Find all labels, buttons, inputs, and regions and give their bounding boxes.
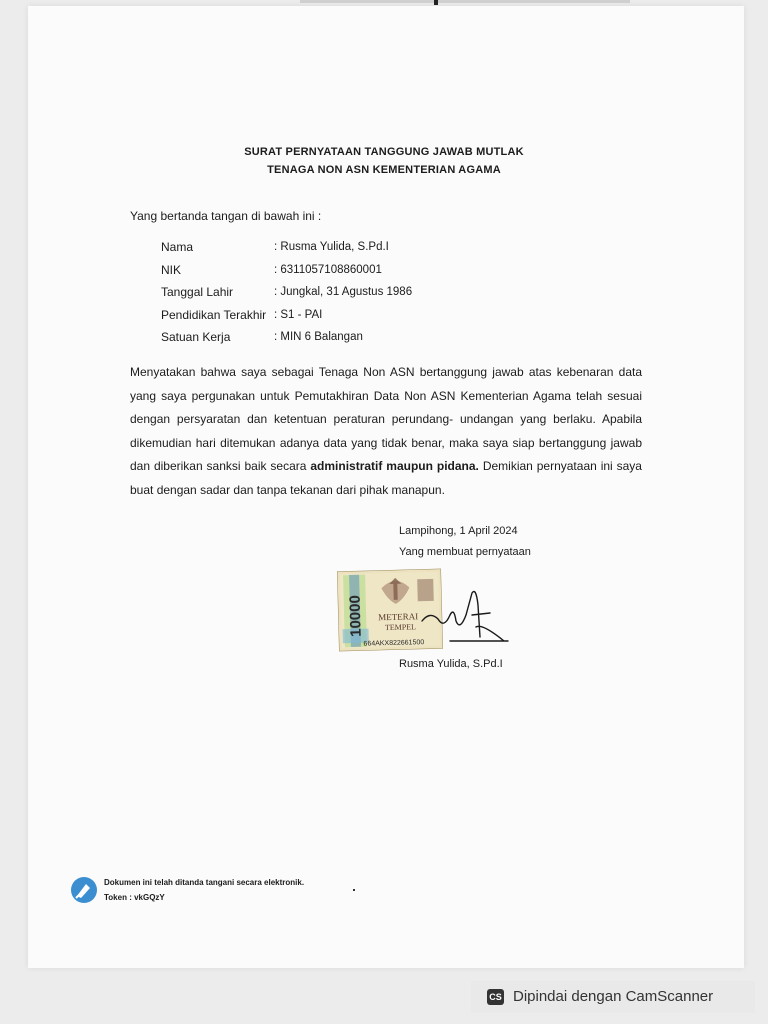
camscanner-label: Dipindai dengan CamScanner	[513, 988, 714, 1005]
field-label: Nama	[161, 240, 194, 254]
handwritten-signature	[420, 585, 510, 645]
field-label: Pendidikan Terakhir	[161, 307, 267, 322]
e-signature-icon	[70, 876, 98, 904]
camscanner-icon: CS	[487, 989, 504, 1005]
document-title-line1: SURAT PERNYATAAN TANGGUNG JAWAB MUTLAK	[244, 146, 524, 158]
place-date: Lampihong, 1 April 2024	[399, 525, 518, 537]
intro-text: Yang bertanda tangan di bawah ini :	[130, 209, 322, 223]
field-label: Satuan Kerja	[161, 330, 231, 344]
field-value: : S1 - PAI	[274, 308, 323, 321]
document-title-line2: TENAGA NON ASN KEMENTERIAN AGAMA	[267, 164, 501, 176]
statement-text: Menyatakan bahwa saya sebagai Tenaga Non ASN bertanggung jawab atas kebenaran data yang saya pergunakan untuk Pemutakhiran Data Non ASN Kementerian Agama telah sesuai dengan persyaratan dan ketentuan peraturan perundang- undangan yang berlaku. Apabila dikemudian hari ditemukan adanya data yang tidak benar, maka saya siap bertanggung jawab dan diberikan sanksi baik secara	[130, 365, 642, 473]
field-value: : 6311057108860001	[274, 263, 382, 276]
statement-paragraph	[130, 361, 642, 502]
statement-emphasis: administratif maupun pidana.	[310, 459, 479, 473]
field-value: : MIN 6 Balangan	[274, 331, 363, 343]
stamp-line1: METERAI	[378, 611, 419, 623]
stamp-value: 10000	[346, 594, 365, 638]
stamp-serial: 664AKX822661500	[363, 639, 425, 648]
e-signature-token: Token : vkGQzY	[104, 893, 165, 902]
statement-body	[130, 361, 642, 502]
scan-mark	[434, 0, 438, 5]
field-label: NIK	[161, 262, 182, 277]
scan-speck	[353, 889, 355, 891]
scan-edge	[300, 0, 630, 3]
field-label: Tanggal Lahir	[161, 285, 234, 299]
field-value: : Jungkal, 31 Agustus 1986	[274, 286, 413, 298]
field-value: : Rusma Yulida, S.Pd.I	[274, 241, 389, 253]
camscanner-watermark	[471, 981, 755, 1013]
e-signature-notice: Dokumen ini telah ditanda tangani secara elektronik.	[104, 878, 305, 887]
maker-label: Yang membuat pernyataan	[399, 546, 531, 558]
statement-closing: Demikian pernyataan ini saya buat dengan sadar dan tanpa tekanan dari pihak manapun.	[130, 459, 642, 497]
stamp-line2: TEMPEL	[384, 622, 417, 633]
signer-name: Rusma Yulida, S.Pd.I	[399, 658, 503, 670]
